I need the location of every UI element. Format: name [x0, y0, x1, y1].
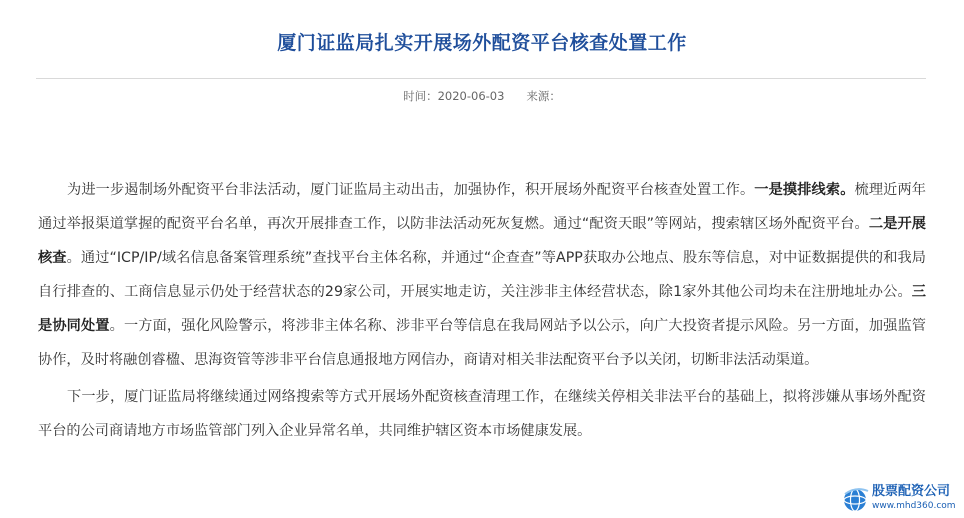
time-value: 2020-06-03 [437, 89, 505, 103]
article-body [38, 173, 926, 448]
source-label: 来源： [526, 89, 561, 103]
globe-logo-icon [842, 485, 870, 513]
watermark-url: www.mhd360.com [872, 501, 956, 511]
article-meta [0, 87, 964, 105]
p1-text-2: 梳理近两年通过举报渠道掌握的配资平台名单，再次开展排查工作，以防非法活动死灰复燃。通过“配资天眼”等网站，搜索辖区场外配资平台。 [38, 182, 926, 232]
p1-text-4: 。一方面，强化风险警示，将涉非主体名称、涉非平台等信息在我局网站予以公示，向广大投资者提示风险。另一方面，加强监管协作，及时将融创睿楹、思海资管等涉非平台信息通报地方网信办，商请对相关非法配资平台予以关闭，切断非法活动渠道。 [38, 318, 926, 368]
p1-text-1: 为进一步遏制场外配资平台非法活动，厦门证监局主动出击，加强协作，积开展场外配资平台核查处置工作。 [67, 182, 755, 198]
watermark-brand: 股票配资公司 [872, 484, 951, 499]
paragraph-2: 下一步，厦门证监局将继续通过网络搜索等方式开展场外配资核查清理工作，在继续关停相关非法平台的基础上，拟将涉嫌从事场外配资平台的公司商请地方市场监管部门列入企业异常名单，共同维护辖区资本市场健康发展。 [38, 389, 926, 439]
p1-highlight-3: 三是协同处置 [38, 284, 926, 334]
p1-text-3: 。通过“ICP/IP/域名信息备案管理系统”查找平台主体名称，并通过“企查查”等APP获取办公地点、股东等信息，对中证数据提供的和我局自行排查的、工商信息显示仍处于经营状态的29家公司，开展实地走访，关注涉非主体经营状态，除1家外其他公司均未在注册地址办公。 [38, 250, 926, 300]
article-title: 厦门证监局扎实开展场外配资平台核查处置工作 [277, 32, 687, 54]
site-watermark [842, 484, 954, 514]
p1-highlight-1: 一是摸排线索。 [754, 182, 855, 198]
p1-highlight-2: 二是开展核查 [38, 216, 926, 266]
title-divider [36, 78, 926, 79]
paragraph-1 [38, 173, 926, 377]
meta-spacer [504, 89, 526, 103]
time-label: 时间： [403, 89, 438, 103]
